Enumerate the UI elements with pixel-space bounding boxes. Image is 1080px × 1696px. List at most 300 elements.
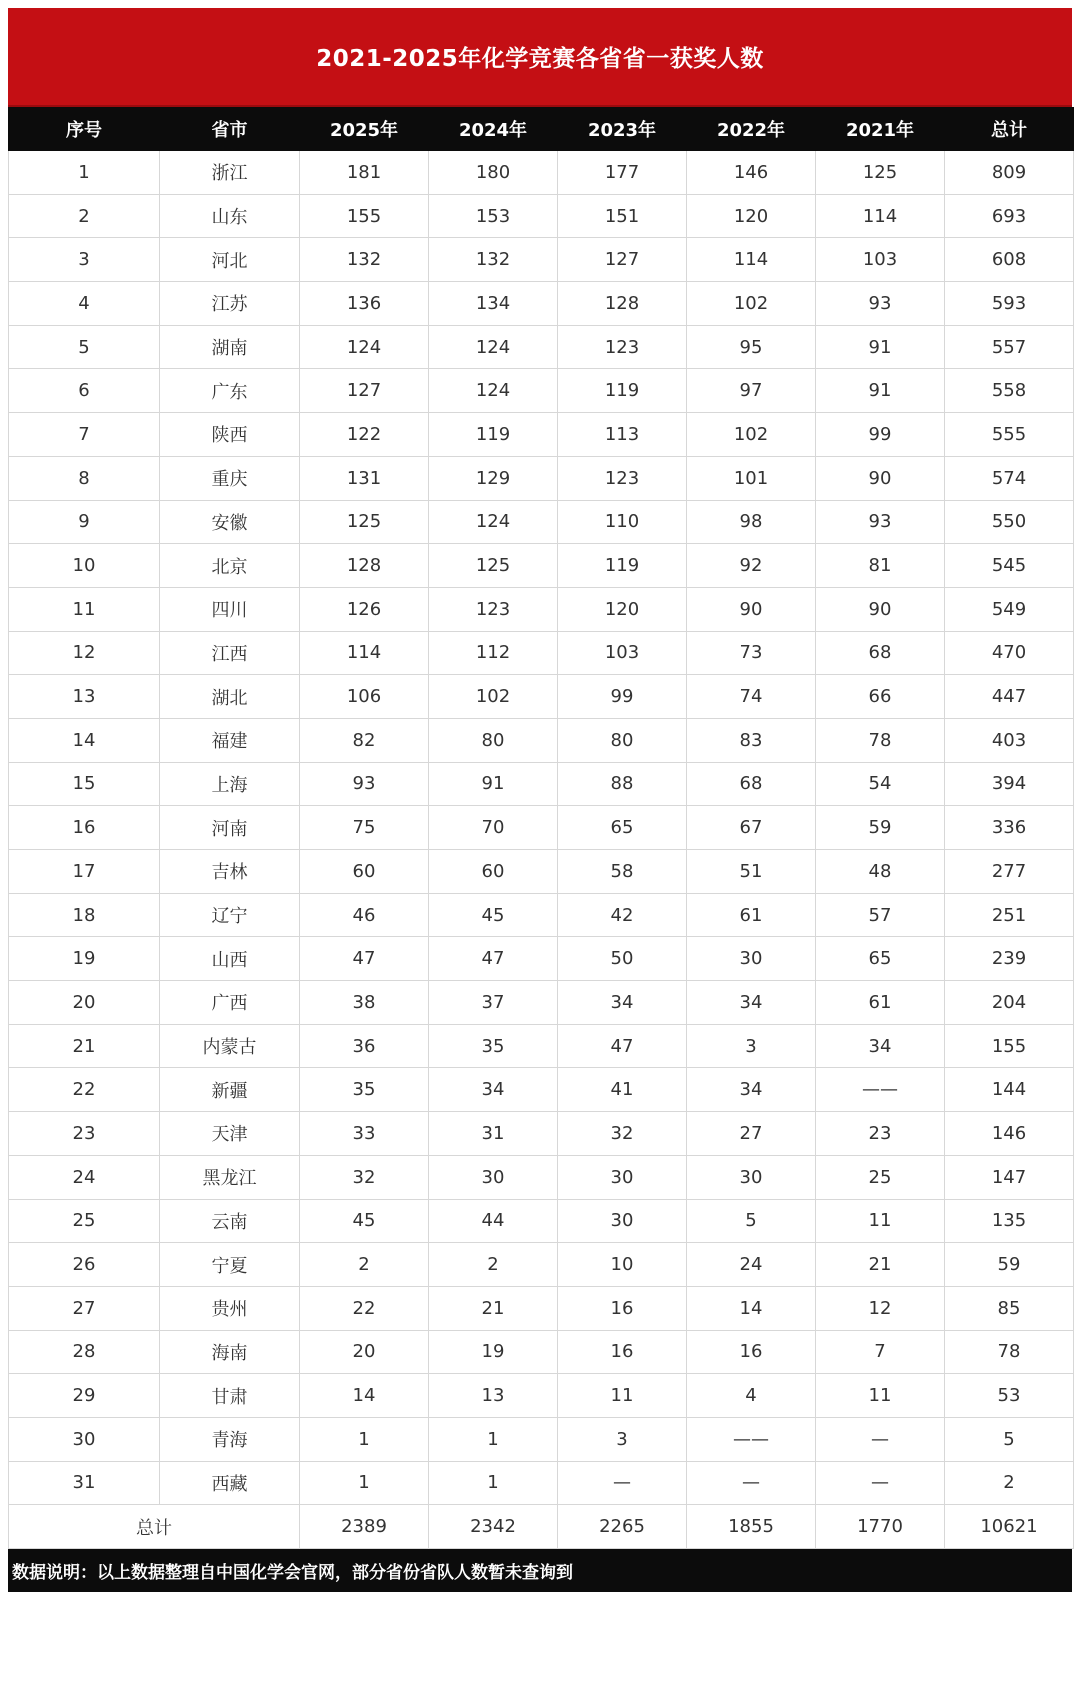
count-cell: 93 xyxy=(816,282,945,326)
province-cell: 云南 xyxy=(160,1199,300,1243)
count-cell: 155 xyxy=(300,194,429,238)
count-cell: 181 xyxy=(300,151,429,195)
table-row xyxy=(9,806,1074,850)
province-cell: 北京 xyxy=(160,544,300,588)
count-cell: 27 xyxy=(687,1112,816,1156)
row-index-cell: 20 xyxy=(9,981,160,1025)
count-cell: 123 xyxy=(429,587,558,631)
column-header: 序号 xyxy=(9,108,160,151)
total-cell: 2389 xyxy=(300,1505,429,1549)
count-cell: 32 xyxy=(558,1112,687,1156)
count-cell: 25 xyxy=(816,1155,945,1199)
count-cell: 41 xyxy=(558,1068,687,1112)
count-cell: 1 xyxy=(300,1461,429,1505)
count-cell: 103 xyxy=(816,238,945,282)
count-cell: 593 xyxy=(945,282,1074,326)
count-cell: 37 xyxy=(429,981,558,1025)
province-cell: 浙江 xyxy=(160,151,300,195)
count-cell: 251 xyxy=(945,893,1074,937)
total-cell: 10621 xyxy=(945,1505,1074,1549)
count-cell: 44 xyxy=(429,1199,558,1243)
count-cell: 59 xyxy=(945,1243,1074,1287)
row-index-cell: 21 xyxy=(9,1024,160,1068)
count-cell: 114 xyxy=(687,238,816,282)
table-header xyxy=(9,108,1074,151)
count-cell: 470 xyxy=(945,631,1074,675)
count-cell: 30 xyxy=(687,1155,816,1199)
row-index-cell: 10 xyxy=(9,544,160,588)
count-cell: 48 xyxy=(816,850,945,894)
count-cell: 38 xyxy=(300,981,429,1025)
count-cell: 33 xyxy=(300,1112,429,1156)
count-cell: 127 xyxy=(558,238,687,282)
count-cell: 14 xyxy=(300,1374,429,1418)
row-index-cell: 3 xyxy=(9,238,160,282)
table-row xyxy=(9,675,1074,719)
data-note: 数据说明：以上数据整理自中国化学会官网，部分省份省队人数暂未查询到 xyxy=(12,1563,573,1584)
total-label-cell: 总计 xyxy=(9,1505,300,1549)
count-cell: — xyxy=(687,1461,816,1505)
province-cell: 安徽 xyxy=(160,500,300,544)
count-cell: 91 xyxy=(816,369,945,413)
total-cell: 2342 xyxy=(429,1505,558,1549)
row-index-cell: 14 xyxy=(9,718,160,762)
count-cell: 30 xyxy=(687,937,816,981)
row-index-cell: 17 xyxy=(9,850,160,894)
count-cell: 59 xyxy=(816,806,945,850)
row-index-cell: 2 xyxy=(9,194,160,238)
count-cell: 70 xyxy=(429,806,558,850)
province-cell: 江西 xyxy=(160,631,300,675)
row-index-cell: 27 xyxy=(9,1286,160,1330)
count-cell: 58 xyxy=(558,850,687,894)
table-row xyxy=(9,1374,1074,1418)
count-cell: 67 xyxy=(687,806,816,850)
count-cell: 45 xyxy=(429,893,558,937)
count-cell: 1 xyxy=(429,1461,558,1505)
count-cell: 129 xyxy=(429,456,558,500)
count-cell: 7 xyxy=(816,1330,945,1374)
count-cell: 22 xyxy=(300,1286,429,1330)
count-cell: 54 xyxy=(816,762,945,806)
table-row xyxy=(9,718,1074,762)
count-cell: — xyxy=(558,1461,687,1505)
table-row xyxy=(9,456,1074,500)
table-row xyxy=(9,937,1074,981)
province-cell: 西藏 xyxy=(160,1461,300,1505)
count-cell: 36 xyxy=(300,1024,429,1068)
count-cell: 92 xyxy=(687,544,816,588)
row-index-cell: 13 xyxy=(9,675,160,719)
column-header: 2024年 xyxy=(429,108,558,151)
count-cell: 80 xyxy=(429,718,558,762)
count-cell: 34 xyxy=(816,1024,945,1068)
count-cell: 124 xyxy=(429,325,558,369)
row-index-cell: 12 xyxy=(9,631,160,675)
count-cell: 3 xyxy=(558,1417,687,1461)
count-cell: 239 xyxy=(945,937,1074,981)
province-cell: 江苏 xyxy=(160,282,300,326)
count-cell: 102 xyxy=(429,675,558,719)
province-cell: 广东 xyxy=(160,369,300,413)
table-row xyxy=(9,1286,1074,1330)
count-cell: 80 xyxy=(558,718,687,762)
province-cell: 陕西 xyxy=(160,413,300,457)
count-cell: 124 xyxy=(300,325,429,369)
count-cell: 90 xyxy=(816,456,945,500)
row-index-cell: 9 xyxy=(9,500,160,544)
count-cell: 57 xyxy=(816,893,945,937)
table-row xyxy=(9,413,1074,457)
total-row xyxy=(9,1505,1074,1549)
count-cell: 20 xyxy=(300,1330,429,1374)
row-index-cell: 8 xyxy=(9,456,160,500)
row-index-cell: 4 xyxy=(9,282,160,326)
row-index-cell: 26 xyxy=(9,1243,160,1287)
count-cell: 83 xyxy=(687,718,816,762)
count-cell: 5 xyxy=(945,1417,1074,1461)
table-row xyxy=(9,194,1074,238)
count-cell: 124 xyxy=(429,500,558,544)
count-cell: 1 xyxy=(429,1417,558,1461)
count-cell: 102 xyxy=(687,413,816,457)
count-cell: 23 xyxy=(816,1112,945,1156)
count-cell: 114 xyxy=(300,631,429,675)
count-cell: 127 xyxy=(300,369,429,413)
count-cell: 91 xyxy=(429,762,558,806)
count-cell: 128 xyxy=(300,544,429,588)
count-cell: 12 xyxy=(816,1286,945,1330)
count-cell: 30 xyxy=(429,1155,558,1199)
count-cell: 153 xyxy=(429,194,558,238)
count-cell: 98 xyxy=(687,500,816,544)
table-row xyxy=(9,893,1074,937)
province-cell: 甘肃 xyxy=(160,1374,300,1418)
count-cell: 549 xyxy=(945,587,1074,631)
column-header: 总计 xyxy=(945,108,1074,151)
count-cell: 93 xyxy=(816,500,945,544)
count-cell: 13 xyxy=(429,1374,558,1418)
count-cell: 68 xyxy=(816,631,945,675)
count-cell: 75 xyxy=(300,806,429,850)
table-row xyxy=(9,369,1074,413)
count-cell: 809 xyxy=(945,151,1074,195)
count-cell: 132 xyxy=(300,238,429,282)
row-index-cell: 16 xyxy=(9,806,160,850)
count-cell: 125 xyxy=(429,544,558,588)
count-cell: 555 xyxy=(945,413,1074,457)
table-footer xyxy=(9,1505,1074,1549)
table-row xyxy=(9,500,1074,544)
count-cell: 101 xyxy=(687,456,816,500)
count-cell: 66 xyxy=(816,675,945,719)
count-cell: 14 xyxy=(687,1286,816,1330)
title-banner xyxy=(8,8,1072,107)
count-cell: 74 xyxy=(687,675,816,719)
count-cell: 1 xyxy=(300,1417,429,1461)
count-cell: 35 xyxy=(429,1024,558,1068)
count-cell: 50 xyxy=(558,937,687,981)
row-index-cell: 5 xyxy=(9,325,160,369)
table-row xyxy=(9,1068,1074,1112)
table-row xyxy=(9,762,1074,806)
count-cell: 78 xyxy=(816,718,945,762)
count-cell: 19 xyxy=(429,1330,558,1374)
column-header: 2021年 xyxy=(816,108,945,151)
count-cell: 146 xyxy=(687,151,816,195)
count-cell: 88 xyxy=(558,762,687,806)
row-index-cell: 28 xyxy=(9,1330,160,1374)
province-cell: 上海 xyxy=(160,762,300,806)
count-cell: 16 xyxy=(558,1330,687,1374)
count-cell: 61 xyxy=(816,981,945,1025)
count-cell: 85 xyxy=(945,1286,1074,1330)
province-cell: 黑龙江 xyxy=(160,1155,300,1199)
count-cell: 2 xyxy=(300,1243,429,1287)
table-row xyxy=(9,1155,1074,1199)
count-cell: 120 xyxy=(687,194,816,238)
count-cell: 34 xyxy=(687,1068,816,1112)
count-cell: 128 xyxy=(558,282,687,326)
table-row xyxy=(9,587,1074,631)
count-cell: 16 xyxy=(558,1286,687,1330)
count-cell: 30 xyxy=(558,1199,687,1243)
count-cell: 21 xyxy=(429,1286,558,1330)
count-cell: 34 xyxy=(429,1068,558,1112)
count-cell: 277 xyxy=(945,850,1074,894)
province-cell: 辽宁 xyxy=(160,893,300,937)
count-cell: 394 xyxy=(945,762,1074,806)
province-cell: 吉林 xyxy=(160,850,300,894)
count-cell: 545 xyxy=(945,544,1074,588)
count-cell: 11 xyxy=(558,1374,687,1418)
column-header: 2022年 xyxy=(687,108,816,151)
count-cell: 112 xyxy=(429,631,558,675)
count-cell: 93 xyxy=(300,762,429,806)
count-cell: 61 xyxy=(687,893,816,937)
row-index-cell: 29 xyxy=(9,1374,160,1418)
count-cell: 126 xyxy=(300,587,429,631)
row-index-cell: 6 xyxy=(9,369,160,413)
count-cell: 110 xyxy=(558,500,687,544)
count-cell: 123 xyxy=(558,325,687,369)
count-cell: 113 xyxy=(558,413,687,457)
count-cell: 131 xyxy=(300,456,429,500)
count-cell: 4 xyxy=(687,1374,816,1418)
total-cell: 2265 xyxy=(558,1505,687,1549)
count-cell: 60 xyxy=(300,850,429,894)
count-cell: 114 xyxy=(816,194,945,238)
count-cell: 151 xyxy=(558,194,687,238)
row-index-cell: 24 xyxy=(9,1155,160,1199)
province-cell: 山东 xyxy=(160,194,300,238)
province-cell: 海南 xyxy=(160,1330,300,1374)
row-index-cell: 25 xyxy=(9,1199,160,1243)
count-cell: 65 xyxy=(816,937,945,981)
award-table xyxy=(8,107,1074,1549)
count-cell: 336 xyxy=(945,806,1074,850)
award-table-sheet xyxy=(8,8,1072,1592)
province-cell: 湖北 xyxy=(160,675,300,719)
count-cell: 132 xyxy=(429,238,558,282)
total-cell: 1855 xyxy=(687,1505,816,1549)
count-cell: 47 xyxy=(558,1024,687,1068)
table-row xyxy=(9,544,1074,588)
province-cell: 天津 xyxy=(160,1112,300,1156)
row-index-cell: 30 xyxy=(9,1417,160,1461)
count-cell: 32 xyxy=(300,1155,429,1199)
province-cell: 湖南 xyxy=(160,325,300,369)
count-cell: —— xyxy=(816,1068,945,1112)
province-cell: 贵州 xyxy=(160,1286,300,1330)
count-cell: 21 xyxy=(816,1243,945,1287)
count-cell: 147 xyxy=(945,1155,1074,1199)
count-cell: 65 xyxy=(558,806,687,850)
count-cell: 5 xyxy=(687,1199,816,1243)
count-cell: 73 xyxy=(687,631,816,675)
table-row xyxy=(9,238,1074,282)
count-cell: 608 xyxy=(945,238,1074,282)
row-index-cell: 22 xyxy=(9,1068,160,1112)
count-cell: 135 xyxy=(945,1199,1074,1243)
count-cell: — xyxy=(816,1417,945,1461)
table-row xyxy=(9,1243,1074,1287)
count-cell: 693 xyxy=(945,194,1074,238)
table-row xyxy=(9,1330,1074,1374)
row-index-cell: 7 xyxy=(9,413,160,457)
province-cell: 新疆 xyxy=(160,1068,300,1112)
count-cell: 146 xyxy=(945,1112,1074,1156)
count-cell: 51 xyxy=(687,850,816,894)
count-cell: — xyxy=(816,1461,945,1505)
row-index-cell: 19 xyxy=(9,937,160,981)
row-index-cell: 23 xyxy=(9,1112,160,1156)
count-cell: 119 xyxy=(558,544,687,588)
row-index-cell: 18 xyxy=(9,893,160,937)
count-cell: 134 xyxy=(429,282,558,326)
count-cell: 97 xyxy=(687,369,816,413)
province-cell: 河北 xyxy=(160,238,300,282)
count-cell: 30 xyxy=(558,1155,687,1199)
count-cell: 119 xyxy=(558,369,687,413)
column-header: 省市 xyxy=(160,108,300,151)
count-cell: 68 xyxy=(687,762,816,806)
count-cell: 47 xyxy=(429,937,558,981)
count-cell: 35 xyxy=(300,1068,429,1112)
count-cell: 557 xyxy=(945,325,1074,369)
count-cell: 47 xyxy=(300,937,429,981)
count-cell: 119 xyxy=(429,413,558,457)
province-cell: 青海 xyxy=(160,1417,300,1461)
count-cell: 558 xyxy=(945,369,1074,413)
table-row xyxy=(9,325,1074,369)
province-cell: 宁夏 xyxy=(160,1243,300,1287)
count-cell: 180 xyxy=(429,151,558,195)
count-cell: 403 xyxy=(945,718,1074,762)
table-row xyxy=(9,850,1074,894)
count-cell: 102 xyxy=(687,282,816,326)
count-cell: 53 xyxy=(945,1374,1074,1418)
count-cell: 123 xyxy=(558,456,687,500)
count-cell: 45 xyxy=(300,1199,429,1243)
count-cell: 125 xyxy=(816,151,945,195)
count-cell: 3 xyxy=(687,1024,816,1068)
count-cell: 155 xyxy=(945,1024,1074,1068)
count-cell: —— xyxy=(687,1417,816,1461)
count-cell: 550 xyxy=(945,500,1074,544)
row-index-cell: 11 xyxy=(9,587,160,631)
table-row xyxy=(9,1199,1074,1243)
table-row xyxy=(9,1112,1074,1156)
count-cell: 122 xyxy=(300,413,429,457)
count-cell: 11 xyxy=(816,1199,945,1243)
count-cell: 90 xyxy=(816,587,945,631)
count-cell: 124 xyxy=(429,369,558,413)
table-row xyxy=(9,1024,1074,1068)
table-row xyxy=(9,631,1074,675)
count-cell: 34 xyxy=(687,981,816,1025)
count-cell: 60 xyxy=(429,850,558,894)
total-cell: 1770 xyxy=(816,1505,945,1549)
count-cell: 103 xyxy=(558,631,687,675)
province-cell: 山西 xyxy=(160,937,300,981)
count-cell: 42 xyxy=(558,893,687,937)
count-cell: 136 xyxy=(300,282,429,326)
count-cell: 81 xyxy=(816,544,945,588)
count-cell: 78 xyxy=(945,1330,1074,1374)
count-cell: 31 xyxy=(429,1112,558,1156)
count-cell: 46 xyxy=(300,893,429,937)
province-cell: 广西 xyxy=(160,981,300,1025)
column-header: 2025年 xyxy=(300,108,429,151)
province-cell: 内蒙古 xyxy=(160,1024,300,1068)
row-index-cell: 15 xyxy=(9,762,160,806)
row-index-cell: 31 xyxy=(9,1461,160,1505)
count-cell: 447 xyxy=(945,675,1074,719)
count-cell: 2 xyxy=(945,1461,1074,1505)
table-row xyxy=(9,981,1074,1025)
page-title: 2021-2025年化学竞赛各省省一获奖人数 xyxy=(316,46,764,72)
row-index-cell: 1 xyxy=(9,151,160,195)
province-cell: 河南 xyxy=(160,806,300,850)
table-body xyxy=(9,151,1074,1505)
count-cell: 2 xyxy=(429,1243,558,1287)
header-row xyxy=(9,108,1074,151)
count-cell: 16 xyxy=(687,1330,816,1374)
note-banner xyxy=(8,1549,1072,1592)
count-cell: 11 xyxy=(816,1374,945,1418)
count-cell: 82 xyxy=(300,718,429,762)
table-row xyxy=(9,151,1074,195)
count-cell: 177 xyxy=(558,151,687,195)
count-cell: 99 xyxy=(816,413,945,457)
table-row xyxy=(9,282,1074,326)
table-row xyxy=(9,1461,1074,1505)
count-cell: 34 xyxy=(558,981,687,1025)
province-cell: 重庆 xyxy=(160,456,300,500)
count-cell: 91 xyxy=(816,325,945,369)
count-cell: 95 xyxy=(687,325,816,369)
count-cell: 574 xyxy=(945,456,1074,500)
count-cell: 10 xyxy=(558,1243,687,1287)
province-cell: 四川 xyxy=(160,587,300,631)
count-cell: 99 xyxy=(558,675,687,719)
count-cell: 106 xyxy=(300,675,429,719)
count-cell: 120 xyxy=(558,587,687,631)
count-cell: 144 xyxy=(945,1068,1074,1112)
column-header: 2023年 xyxy=(558,108,687,151)
count-cell: 125 xyxy=(300,500,429,544)
